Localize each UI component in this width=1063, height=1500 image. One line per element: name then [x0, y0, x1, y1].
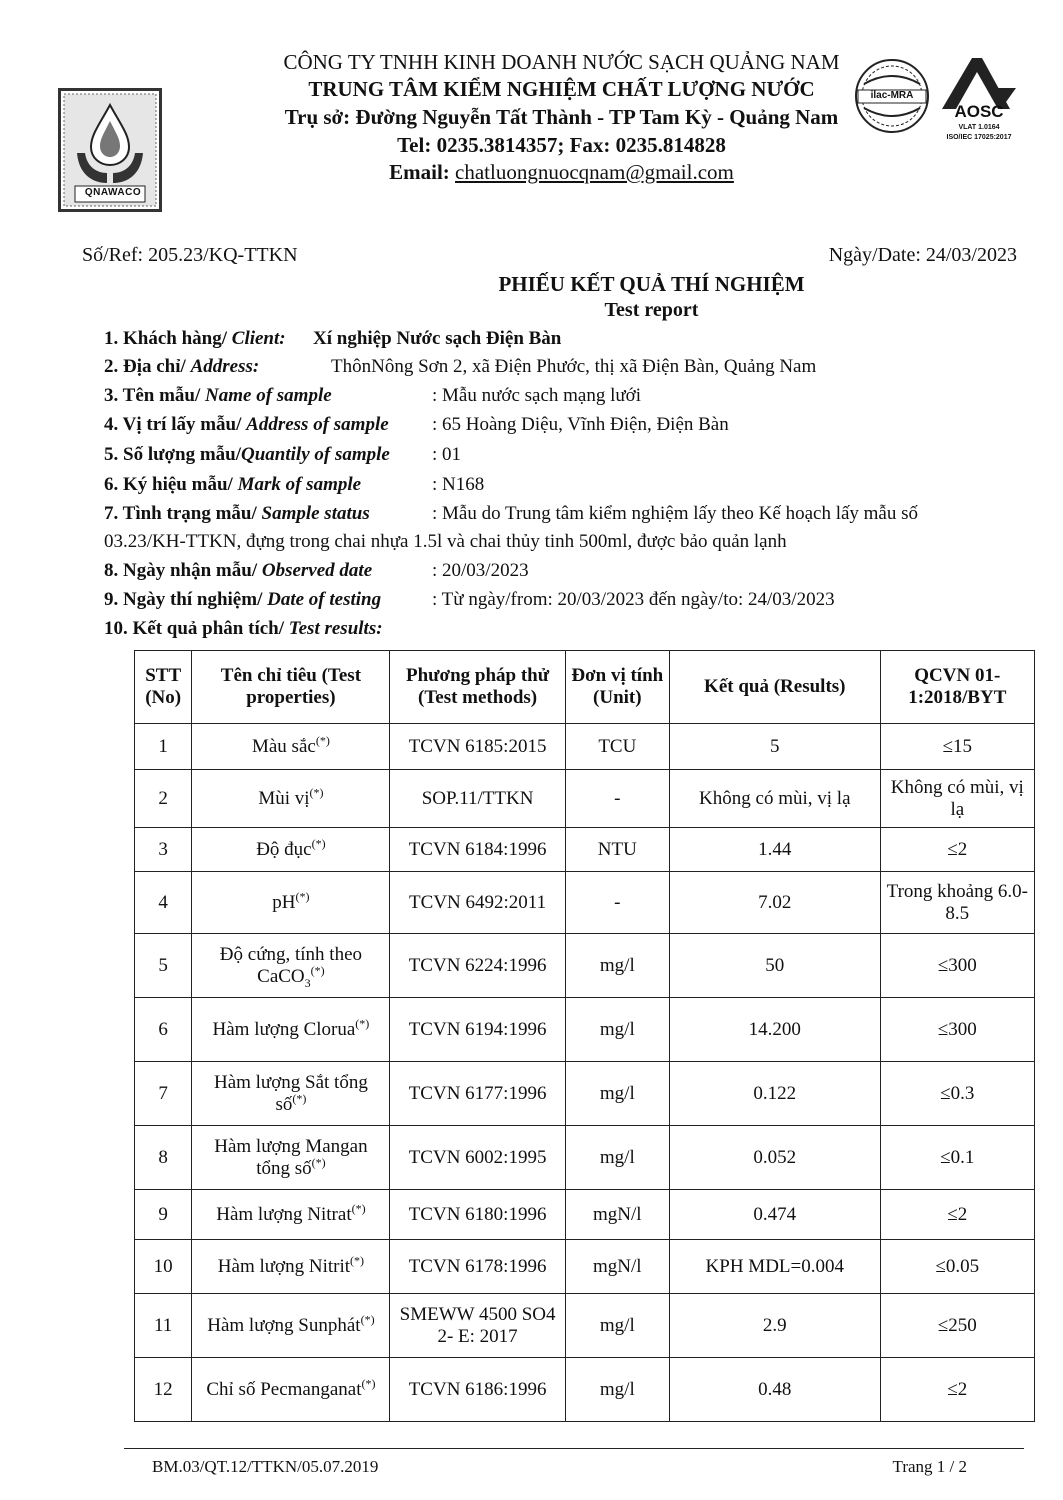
ref-number: Số/Ref: 205.23/KQ-TTKN [82, 244, 298, 266]
aosc-logo [934, 54, 1024, 150]
table-row [135, 828, 1035, 872]
cell-no: 7 [135, 1062, 192, 1126]
cell-result: 2.9 [669, 1294, 880, 1358]
field-sample-name-value: : Mẫu nước sạch mạng lưới [432, 385, 642, 406]
field-mark-value: : N168 [432, 474, 485, 495]
cell-limit: ≤300 [880, 934, 1034, 998]
field-testing-date-value: : Từ ngày/from: 20/03/2023 đến ngày/to: 24/03/2023 [432, 589, 835, 610]
table-row [135, 1126, 1035, 1190]
cell-limit: ≤2 [880, 828, 1034, 872]
cell-no: 8 [135, 1126, 192, 1190]
cell-limit: Trong khoảng 6.0-8.5 [880, 872, 1034, 934]
cell-result: 1.44 [669, 828, 880, 872]
cell-limit: ≤300 [880, 998, 1034, 1062]
header-address: Trụ sở: Đường Nguyễn Tất Thành - TP Tam Kỳ - Quảng Nam [284, 105, 839, 129]
header-name: Tên chỉ tiêu (Test properties) [192, 651, 390, 724]
table-row [135, 1358, 1035, 1422]
cell-limit: ≤0.3 [880, 1062, 1034, 1126]
cell-result: 14.200 [669, 998, 880, 1062]
cell-no: 1 [135, 724, 192, 770]
cell-result: 7.02 [669, 872, 880, 934]
table-header-row [135, 651, 1035, 724]
cell-unit: mg/l [565, 934, 669, 998]
cell-result: Không có mùi, vị lạ [669, 770, 880, 828]
cell-method: TCVN 6185:2015 [390, 724, 565, 770]
cell-unit: mg/l [565, 1062, 669, 1126]
cell-method: SOP.11/TTKN [390, 770, 565, 828]
cell-name: Hàm lượng Clorua(*) [192, 998, 390, 1062]
field-label: 1. Khách hàng/ Client: [104, 328, 286, 349]
report-subtitle: Test report [604, 299, 699, 321]
cell-limit: ≤0.05 [880, 1240, 1034, 1294]
logo-text: QNAWACO [84, 187, 142, 198]
field-observed-date-value: : 20/03/2023 [432, 560, 529, 581]
cell-result: 0.474 [669, 1190, 880, 1240]
aosc-text: AOSC [954, 102, 1004, 121]
cell-method: TCVN 6194:1996 [390, 998, 565, 1062]
cell-result: 0.052 [669, 1126, 880, 1190]
report-date: Ngày/Date: 24/03/2023 [828, 244, 1017, 266]
cell-method: TCVN 6002:1995 [390, 1126, 565, 1190]
email-label: Email: [389, 160, 450, 184]
cell-name: Màu sắc(*) [192, 724, 390, 770]
table-row [135, 934, 1035, 998]
cell-method: TCVN 6180:1996 [390, 1190, 565, 1240]
cell-unit: - [565, 770, 669, 828]
table-row [135, 1294, 1035, 1358]
footer-divider [124, 1448, 1024, 1449]
field-quantity: 5. Số lượng mẫu/Quantily of sample [104, 444, 390, 465]
cell-no: 3 [135, 828, 192, 872]
cell-method: SMEWW 4500 SO4 2- E: 2017 [390, 1294, 565, 1358]
cell-limit: ≤0.1 [880, 1126, 1034, 1190]
field-address: 2. Địa chỉ/ Address: [104, 356, 260, 377]
field-sample-name: 3. Tên mẫu/ Name of sample [104, 385, 332, 406]
report-title: PHIẾU KẾT QUẢ THÍ NGHIỆM [498, 272, 805, 296]
cell-method: TCVN 6177:1996 [390, 1062, 565, 1126]
cell-name: Chỉ số Pecmanganat(*) [192, 1358, 390, 1422]
field-status-value-line2: 03.23/KH-TTKN, đựng trong chai nhựa 1.5l và chai thủy tinh 500ml, được bảo quản lạnh [104, 531, 787, 552]
cell-name: pH(*) [192, 872, 390, 934]
email-link[interactable]: chatluongnuocqnam@gmail.com [455, 160, 734, 184]
cell-no: 4 [135, 872, 192, 934]
cell-result: 0.48 [669, 1358, 880, 1422]
cell-method: TCVN 6492:2011 [390, 872, 565, 934]
vlat-text: VLAT 1.0164 [958, 124, 1000, 131]
field-status-value: : Mẫu do Trung tâm kiểm nghiệm lấy theo Kế hoạch lấy mẫu số [432, 503, 919, 524]
header-stt: STT (No) [135, 651, 192, 724]
cell-no: 5 [135, 934, 192, 998]
table-row [135, 872, 1035, 934]
table-row [135, 724, 1035, 770]
cell-limit: ≤15 [880, 724, 1034, 770]
cell-unit: - [565, 872, 669, 934]
table-row [135, 998, 1035, 1062]
cell-unit: mgN/l [565, 1240, 669, 1294]
cell-unit: TCU [565, 724, 669, 770]
table-row [135, 1062, 1035, 1126]
cell-method: TCVN 6224:1996 [390, 934, 565, 998]
field-sample-location: 4. Vị trí lấy mẫu/ Address of sample [104, 414, 389, 435]
cell-unit: mgN/l [565, 1190, 669, 1240]
cell-no: 9 [135, 1190, 192, 1240]
cell-result: KPH MDL=0.004 [669, 1240, 880, 1294]
header-result: Kết quả (Results) [669, 651, 880, 724]
cell-name: Độ đục(*) [192, 828, 390, 872]
cell-no: 6 [135, 998, 192, 1062]
field-client [104, 328, 286, 350]
cell-name: Hàm lượng Nitrat(*) [192, 1190, 390, 1240]
header-method: Phương pháp thử (Test methods) [390, 651, 565, 724]
field-test-results: 10. Kết quả phân tích/ Test results: [104, 618, 383, 639]
cell-name: Hàm lượng Mangan tổng số(*) [192, 1126, 390, 1190]
header-email-line [0, 160, 1063, 185]
cell-no: 10 [135, 1240, 192, 1294]
cell-method: TCVN 6178:1996 [390, 1240, 565, 1294]
cell-unit: mg/l [565, 1358, 669, 1422]
field-address-value: ThônNông Sơn 2, xã Điện Phước, thị xã Điện Bàn, Quảng Nam [331, 356, 817, 377]
cell-no: 12 [135, 1358, 192, 1422]
table-row [135, 1240, 1035, 1294]
header-qcvn: QCVN 01-1:2018/BYT [880, 651, 1034, 724]
field-status: 7. Tình trạng mẫu/ Sample status [104, 503, 370, 524]
company-name: CÔNG TY TNHH KINH DOANH NƯỚC SẠCH QUẢNG NAM [283, 50, 840, 74]
header-tel: Tel: 0235.3814357; Fax: 0235.814828 [397, 133, 726, 157]
field-observed-date: 8. Ngày nhận mẫu/ Observed date [104, 560, 373, 581]
field-testing-date: 9. Ngày thí nghiệm/ Date of testing [104, 589, 382, 610]
cell-limit: Không có mùi, vị lạ [880, 770, 1034, 828]
cell-method: TCVN 6186:1996 [390, 1358, 565, 1422]
table-row [135, 1190, 1035, 1240]
cell-unit: mg/l [565, 998, 669, 1062]
cell-result: 5 [669, 724, 880, 770]
field-client-value: Xí nghiệp Nước sạch Điện Bàn [313, 328, 562, 349]
table-row [135, 770, 1035, 828]
center-name: TRUNG TÂM KIỂM NGHIỆM CHẤT LƯỢNG NƯỚC [308, 77, 815, 101]
cell-name: Hàm lượng Nitrit(*) [192, 1240, 390, 1294]
footer-page-number: Trang 1 / 2 [892, 1457, 967, 1476]
cell-unit: NTU [565, 828, 669, 872]
cell-unit: mg/l [565, 1294, 669, 1358]
cell-name: Hàm lượng Sunphát(*) [192, 1294, 390, 1358]
ilac-text: ilac-MRA [870, 90, 914, 101]
cell-method: TCVN 6184:1996 [390, 828, 565, 872]
cell-no: 2 [135, 770, 192, 828]
ilac-mra-logo [852, 56, 932, 136]
cell-limit: ≤2 [880, 1358, 1034, 1422]
iso-text: ISO/IEC 17025:2017 [946, 134, 1012, 141]
cell-name: Độ cứng, tính theo CaCO$_3$(*) [192, 934, 390, 998]
footer-form-code: BM.03/QT.12/TTKN/05.07.2019 [152, 1457, 379, 1476]
cell-result: 0.122 [669, 1062, 880, 1126]
field-mark: 6. Ký hiệu mẫu/ Mark of sample [104, 474, 362, 495]
cell-limit: ≤250 [880, 1294, 1034, 1358]
field-sample-location-value: : 65 Hoàng Diệu, Vĩnh Điện, Điện Bàn [432, 414, 729, 435]
results-table [134, 650, 1035, 1422]
cell-name: Hàm lượng Sắt tổng số(*) [192, 1062, 390, 1126]
cell-result: 50 [669, 934, 880, 998]
cell-no: 11 [135, 1294, 192, 1358]
header-unit: Đơn vị tính (Unit) [565, 651, 669, 724]
cell-limit: ≤2 [880, 1190, 1034, 1240]
cell-name: Mùi vị(*) [192, 770, 390, 828]
field-quantity-value: : 01 [432, 444, 462, 465]
cell-unit: mg/l [565, 1126, 669, 1190]
